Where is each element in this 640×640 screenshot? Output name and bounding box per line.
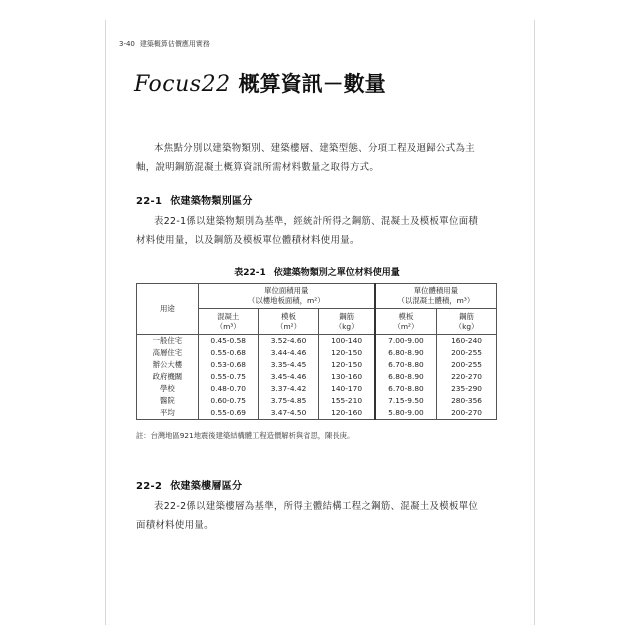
header-label: 模板 bbox=[281, 311, 296, 321]
header-volume-title: 單位體積用量 bbox=[413, 286, 459, 295]
header-rebar-area bbox=[319, 309, 375, 335]
cell-formwork-area: 3.45-4.46 bbox=[258, 371, 319, 383]
section-1-paragraph bbox=[136, 212, 498, 250]
cell-rebar-volume: 200-255 bbox=[437, 359, 497, 371]
row-use: 高層住宅 bbox=[137, 347, 199, 359]
cell-concrete: 0.55-0.68 bbox=[198, 347, 258, 359]
section-number: 22-1 bbox=[136, 196, 163, 207]
cell-rebar-area: 155-210 bbox=[319, 395, 375, 407]
cell-rebar-volume: 280-356 bbox=[437, 395, 497, 407]
cell-formwork-volume: 6.70-8.80 bbox=[375, 383, 437, 395]
row-use: 政府機關 bbox=[137, 371, 199, 383]
cell-formwork-area: 3.47-4.50 bbox=[258, 407, 319, 420]
cell-concrete: 0.55-0.69 bbox=[198, 407, 258, 420]
cell-concrete: 0.45-0.58 bbox=[198, 335, 258, 348]
cell-rebar-volume: 220-270 bbox=[437, 371, 497, 383]
header-unit: （kg） bbox=[454, 321, 479, 331]
table-row bbox=[137, 371, 497, 383]
cell-formwork-area: 3.75-4.85 bbox=[258, 395, 319, 407]
cell-concrete: 0.60-0.75 bbox=[198, 395, 258, 407]
header-unit: （kg） bbox=[334, 321, 359, 331]
header-area-title: 單位面積用量 bbox=[264, 286, 309, 295]
cell-rebar-area: 130-160 bbox=[319, 371, 375, 383]
table-caption-title: 依建築物類別之單位材料使用量 bbox=[273, 268, 400, 278]
cell-concrete: 0.55-0.75 bbox=[198, 371, 258, 383]
row-use: 醫院 bbox=[137, 395, 199, 407]
cell-rebar-volume: 200-270 bbox=[437, 407, 497, 420]
paragraph-line: 表22-1係以建築物類別為基準，經統計所得之鋼筋、混凝土及模板單位面積 bbox=[154, 216, 479, 227]
cell-formwork-volume: 7.00-9.00 bbox=[375, 335, 437, 348]
header-label: 鋼筋 bbox=[339, 311, 354, 321]
cell-formwork-area: 3.44-4.46 bbox=[258, 347, 319, 359]
table-row bbox=[137, 395, 497, 407]
intro-line: 軸，說明鋼筋混凝土概算資訊所需材料數量之取得方式。 bbox=[136, 162, 380, 173]
cell-rebar-volume: 235-290 bbox=[437, 383, 497, 395]
cell-rebar-area: 140-170 bbox=[319, 383, 375, 395]
table-caption bbox=[136, 265, 498, 278]
table-row bbox=[137, 407, 497, 420]
header-volume-group bbox=[375, 284, 497, 309]
paragraph-line: 材料使用量，以及鋼筋及模板單位體積材料使用量。 bbox=[136, 235, 360, 246]
section-2-paragraph bbox=[136, 497, 498, 535]
focus-label: Focus22 bbox=[134, 72, 231, 97]
section-heading-22-2 bbox=[136, 477, 242, 492]
chapter-title-text: 概算資訊－數量 bbox=[238, 72, 386, 96]
section-number: 22-2 bbox=[136, 481, 163, 492]
cell-rebar-area: 100-140 bbox=[319, 335, 375, 348]
header-rebar-volume bbox=[437, 309, 497, 335]
header-formwork-area bbox=[258, 309, 319, 335]
table-row bbox=[137, 347, 497, 359]
header-area-subtitle: （以樓地板面積，m²） bbox=[247, 296, 325, 305]
paragraph-line: 面積材料使用量。 bbox=[136, 520, 214, 531]
cell-formwork-volume: 6.80-8.90 bbox=[375, 347, 437, 359]
cell-formwork-area: 3.37-4.42 bbox=[258, 383, 319, 395]
cell-rebar-volume: 160-240 bbox=[437, 335, 497, 348]
section-title: 依建築物類別區分 bbox=[170, 196, 253, 207]
header-label: 鋼筋 bbox=[459, 311, 474, 321]
row-use: 辦公大樓 bbox=[137, 359, 199, 371]
cell-formwork-volume: 6.70-8.80 bbox=[375, 359, 437, 371]
cell-formwork-area: 3.52-4.60 bbox=[258, 335, 319, 348]
paragraph-line: 表22-2係以建築樓層為基準，所得主體結構工程之鋼筋、混凝土及模板單位 bbox=[154, 501, 479, 512]
row-use: 平均 bbox=[137, 407, 199, 420]
header-unit: （m²） bbox=[393, 321, 419, 331]
cell-concrete: 0.48-0.70 bbox=[198, 383, 258, 395]
cell-rebar-area: 120-150 bbox=[319, 359, 375, 371]
header-volume-subtitle: （以混凝土體積，m³） bbox=[397, 296, 475, 305]
header-label: 模板 bbox=[398, 311, 414, 321]
header-concrete bbox=[198, 309, 258, 335]
cell-concrete: 0.53-0.68 bbox=[198, 359, 258, 371]
page-number: 3-40 bbox=[119, 40, 135, 48]
table-caption-number: 表22-1 bbox=[234, 268, 266, 278]
cell-formwork-volume: 6.80-8.90 bbox=[375, 371, 437, 383]
section-title: 依建築樓層區分 bbox=[170, 481, 243, 492]
chapter-title bbox=[134, 68, 386, 98]
row-use: 一般住宅 bbox=[137, 335, 199, 348]
section-heading-22-1 bbox=[136, 192, 253, 207]
cell-formwork-volume: 5.80-9.00 bbox=[375, 407, 437, 420]
cell-rebar-area: 120-160 bbox=[319, 407, 375, 420]
header-unit: （m²） bbox=[276, 321, 301, 331]
header-formwork-volume bbox=[375, 309, 437, 335]
cell-formwork-area: 3.35-4.45 bbox=[258, 359, 319, 371]
material-usage-table bbox=[136, 283, 497, 420]
table-note: 註：台灣地區921地震後建築結構體工程造價解析與省思，陳長庚。 bbox=[136, 431, 355, 440]
header-label: 混凝土 bbox=[217, 311, 240, 321]
intro-line: 本焦點分別以建築物類別、建築樓層、建築型態、分項工程及迴歸公式為主 bbox=[154, 143, 475, 154]
table-row bbox=[137, 359, 497, 371]
header-use: 用途 bbox=[137, 284, 199, 335]
cell-rebar-volume: 200-255 bbox=[437, 347, 497, 359]
table-row bbox=[137, 383, 497, 395]
table-row bbox=[137, 335, 497, 348]
running-header bbox=[119, 39, 210, 49]
header-unit: （m³） bbox=[215, 321, 241, 331]
book-title: 建築概算估價應用實務 bbox=[139, 40, 210, 48]
row-use: 學校 bbox=[137, 383, 199, 395]
intro-paragraph bbox=[136, 139, 498, 177]
cell-formwork-volume: 7.15-9.50 bbox=[375, 395, 437, 407]
header-area-group bbox=[198, 284, 374, 309]
cell-rebar-area: 120-150 bbox=[319, 347, 375, 359]
